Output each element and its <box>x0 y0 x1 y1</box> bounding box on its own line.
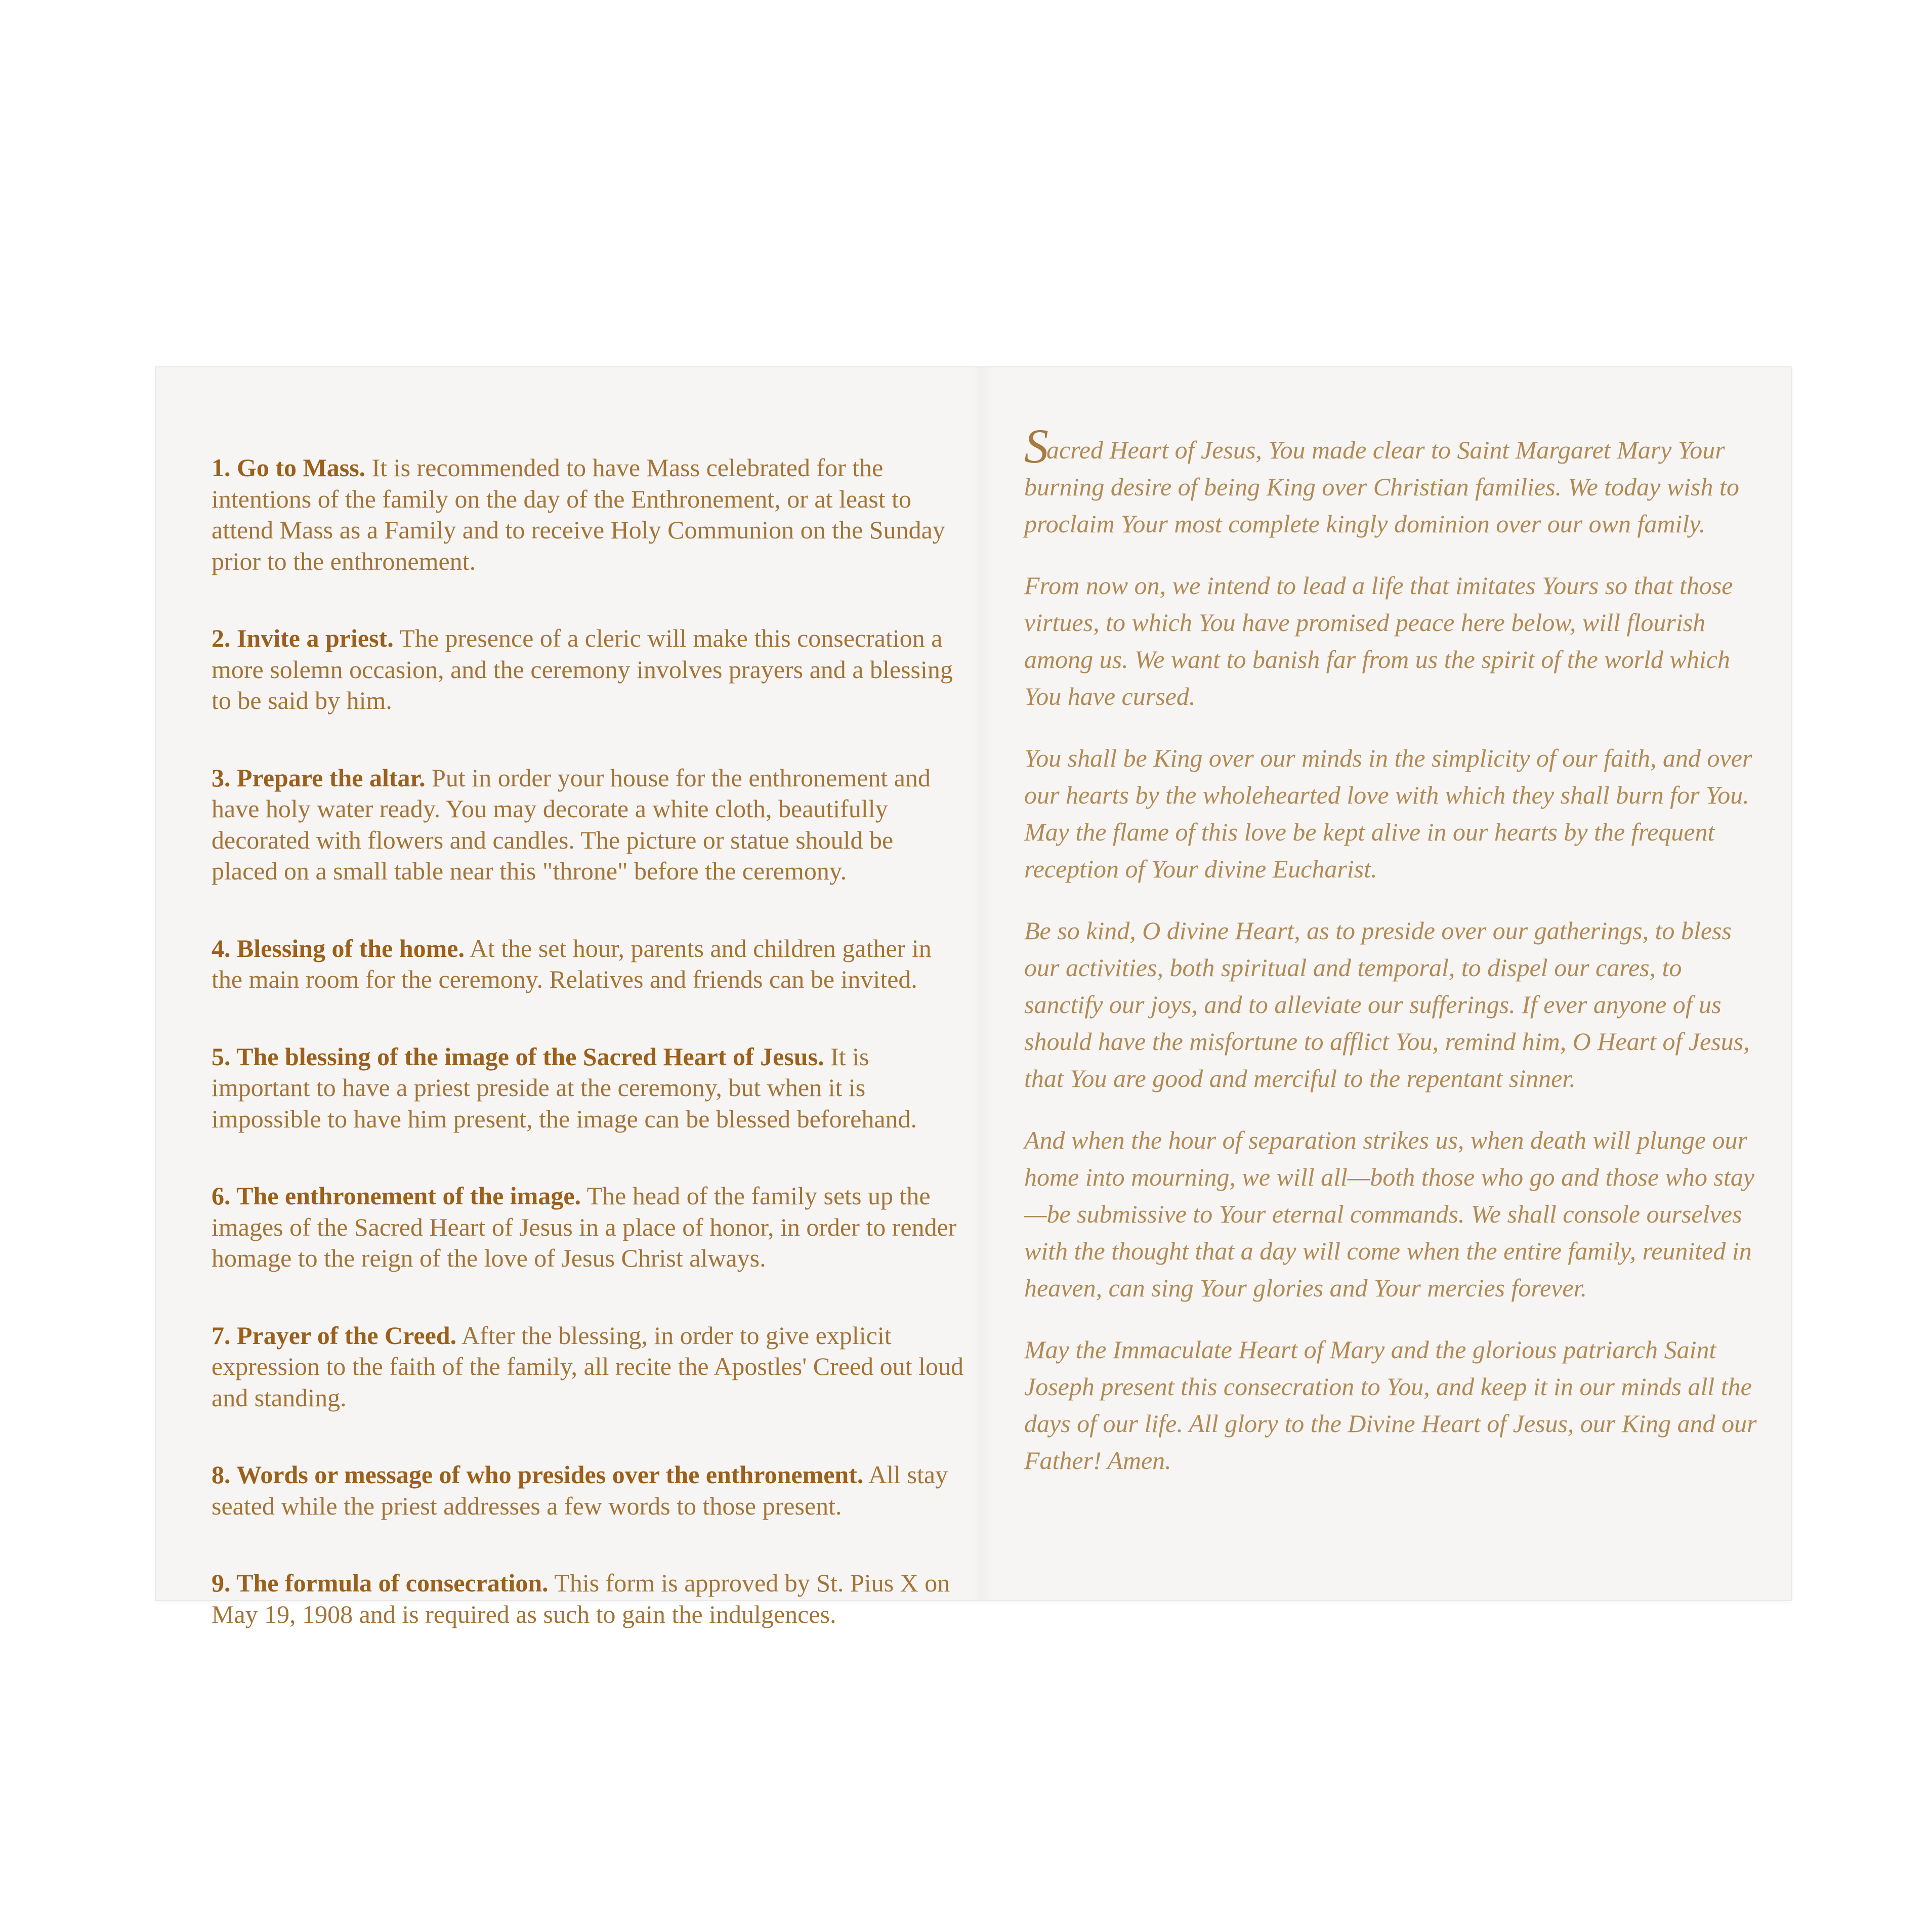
left-page-instructions <box>212 452 965 1630</box>
step-body: It is important to have a priest preside at the ceremony, but when it is impossible to have him present, the image can be blessed beforehand. <box>212 1042 917 1133</box>
prayer-paragraph-1 <box>1024 419 1758 542</box>
prayer-text: acred Heart of Jesus, You made clear to Saint Margaret Mary Your burning desire of being King over Christian families. We today wish to proclaim Your most complete kingly dominion over our own family. <box>1024 436 1739 538</box>
step-body: This form is approved by St. Pius X on May 19, 1908 and is required as such to gain the indulgences. <box>212 1569 950 1628</box>
instruction-step-3 <box>212 763 965 887</box>
prayer-paragraph-3: You shall be King over our minds in the simplicity of our faith, and over our hearts by the wholehearted love with which they shall burn for You. May the flame of this love be kept alive in our hearts by the frequent reception of Your divine Eucharist. <box>1024 744 1752 883</box>
prayer-paragraph-4: Be so kind, O divine Heart, as to preside over our gatherings, to bless our activities, both spiritual and temporal, to dispel our cares, to sanctify our joys, and to alleviate our sufferings. If ever anyone of us should have the misfortune to afflict You, remind him, O Heart of Jesus, that You are good and merciful to the repentant sinner. <box>1024 916 1750 1093</box>
step-title: 2. Invite a priest. <box>212 624 394 652</box>
step-body: Put in order your house for the enthronement and have holy water ready. You may decorate a white cloth, beautifully decorated with flowers and candles. The picture or statue should be placed on a small table near this "throne" before the ceremony. <box>212 763 931 885</box>
right-page-prayer <box>1024 419 1758 1479</box>
step-title: 8. Words or message of who presides over the enthronement. <box>212 1460 864 1489</box>
step-body: The head of the family sets up the images of the Sacred Heart of Jesus in a place of honor, in order to render homage to the reign of the love of Jesus Christ always. <box>212 1182 957 1272</box>
prayer-paragraph-2: From now on, we intend to lead a life that imitates Yours so that those virtues, to which You have promised peace here below, will flourish among us. We want to banish far from us the spirit of the world which You have cursed. <box>1024 571 1733 710</box>
step-body: At the set hour, parents and children gather in the main room for the ceremony. Relatives and friends can be invited. <box>212 934 932 993</box>
step-body: The presence of a cleric will make this consecration a more solemn occasion, and the ceremony involves prayers and a blessing to be said by him. <box>212 624 953 715</box>
booklet-spread <box>156 367 1791 1628</box>
instruction-step-9 <box>212 1568 965 1630</box>
step-title: 9. The formula of consecration. <box>212 1569 549 1597</box>
prayer-paragraph-5: And when the hour of separation strikes us, when death will plunge our home into mourning, we will all—both those who go and those who stay—be submissive to Your eternal commands. We shall console ourselves with the thought that a day will come when the entire family, reunited in heaven, can sing Your glories and Your mercies forever. <box>1024 1126 1755 1302</box>
instruction-step-1 <box>212 452 965 577</box>
instruction-step-8 <box>212 1459 965 1522</box>
instruction-step-4 <box>212 933 965 995</box>
step-body: It is recommended to have Mass celebrated for the intentions of the family on the day of the Enthronement, or at least to attend Mass as a Family and to receive Holy Communion on the Sunday prior to the enthronement. <box>212 453 945 575</box>
step-title: 1. Go to Mass. <box>212 453 366 482</box>
step-body: After the blessing, in order to give explicit expression to the faith of the family, all recite the Apostles' Creed out loud and standing. <box>212 1321 963 1412</box>
instruction-step-2 <box>212 623 965 717</box>
instruction-step-6 <box>212 1181 965 1274</box>
step-title: 3. Prepare the altar. <box>212 763 426 792</box>
drop-cap: S <box>1024 419 1048 473</box>
step-title: 5. The blessing of the image of the Sacred Heart of Jesus. <box>212 1042 824 1071</box>
instruction-step-5 <box>212 1041 965 1135</box>
step-title: 4. Blessing of the home. <box>212 934 465 962</box>
step-body: All stay seated while the priest addresses a few words to those present. <box>212 1460 948 1520</box>
center-fold <box>971 367 993 1600</box>
step-title: 7. Prayer of the Creed. <box>212 1321 457 1350</box>
step-title: 6. The enthronement of the image. <box>212 1182 581 1210</box>
prayer-paragraph-6: May the Immaculate Heart of Mary and the glorious patriarch Saint Joseph present this consecration to You, and keep it in our minds all the days of our life. All glory to the Divine Heart of Jesus, our King and our Father! Amen. <box>1024 1335 1757 1475</box>
instruction-step-7 <box>212 1320 965 1414</box>
